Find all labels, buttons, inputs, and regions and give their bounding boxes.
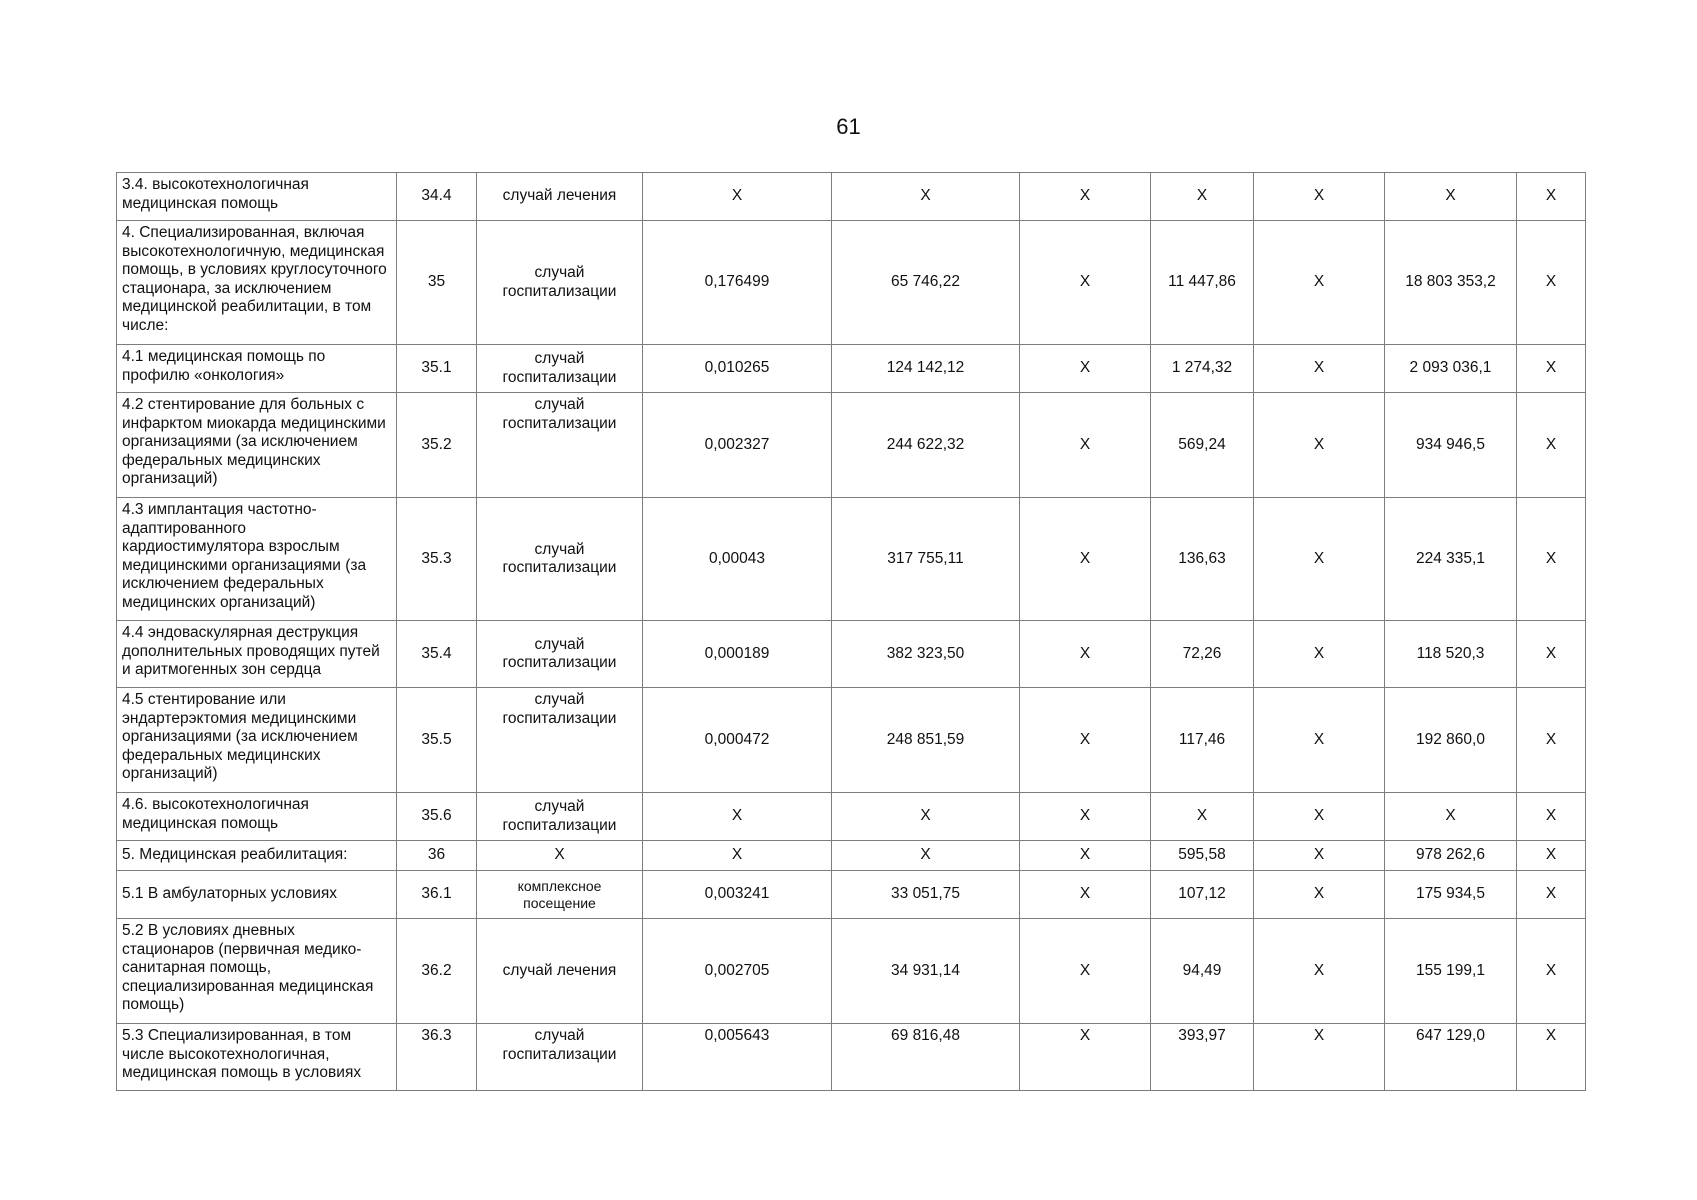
row-value-2: 124 142,12 <box>832 345 1020 393</box>
row-value-2: 65 746,22 <box>832 221 1020 345</box>
row-code: 35.6 <box>397 793 477 841</box>
row-value-6: 18 803 353,2 <box>1385 221 1517 345</box>
row-value-4: 72,26 <box>1151 621 1254 688</box>
row-value-3: X <box>1020 871 1151 919</box>
row-value-1: 0,003241 <box>643 871 832 919</box>
row-value-7: X <box>1517 221 1586 345</box>
row-value-6: 224 335,1 <box>1385 498 1517 621</box>
row-value-1: 0,002327 <box>643 393 832 498</box>
row-name: 4.2 стентирование для больных с инфарктом миокарда медицинскими организациями (за исключением федеральных медицинских организаций) <box>117 393 397 498</box>
row-value-4: 11 447,86 <box>1151 221 1254 345</box>
row-name: 3.4. высокотехнологичная медицинская помощь <box>117 173 397 221</box>
row-value-1: 0,00043 <box>643 498 832 621</box>
row-value-5: X <box>1254 173 1385 221</box>
row-code: 35.1 <box>397 345 477 393</box>
row-unit: случай госпитализации <box>477 688 643 793</box>
row-code: 36 <box>397 841 477 871</box>
table-row <box>117 1024 1586 1091</box>
row-unit: случай госпитализации <box>477 498 643 621</box>
row-value-2: 244 622,32 <box>832 393 1020 498</box>
row-name: 4.1 медицинская помощь по профилю «онкология» <box>117 345 397 393</box>
row-name: 4.6. высокотехнологичная медицинская помощь <box>117 793 397 841</box>
row-value-3: X <box>1020 688 1151 793</box>
row-value-7: X <box>1517 841 1586 871</box>
row-name: 5.1 В амбулаторных условиях <box>117 871 397 919</box>
table-row <box>117 345 1586 393</box>
row-value-4: X <box>1151 793 1254 841</box>
row-value-7: X <box>1517 919 1586 1024</box>
row-value-5: X <box>1254 498 1385 621</box>
row-value-1: 0,002705 <box>643 919 832 1024</box>
row-unit: случай лечения <box>477 173 643 221</box>
row-name: 4.3 имплантация частотно-адаптированного кардиостимулятора взрослым медицинскими организациями (за исключением федеральных медицинских организаций) <box>117 498 397 621</box>
row-value-2: 34 931,14 <box>832 919 1020 1024</box>
row-name: 4.4 эндоваскулярная деструкция дополнительных проводящих путей и аритмогенных зон сердца <box>117 621 397 688</box>
row-value-6: 175 934,5 <box>1385 871 1517 919</box>
row-value-3: X <box>1020 841 1151 871</box>
row-value-4: 1 274,32 <box>1151 345 1254 393</box>
row-unit: случай лечения <box>477 919 643 1024</box>
row-value-2: X <box>832 841 1020 871</box>
row-value-4: X <box>1151 173 1254 221</box>
row-value-6: 934 946,5 <box>1385 393 1517 498</box>
row-value-2: 33 051,75 <box>832 871 1020 919</box>
row-value-5: X <box>1254 1024 1385 1091</box>
row-value-4: 393,97 <box>1151 1024 1254 1091</box>
row-value-1: X <box>643 173 832 221</box>
row-value-3: X <box>1020 173 1151 221</box>
row-code: 35.3 <box>397 498 477 621</box>
row-value-6: 192 860,0 <box>1385 688 1517 793</box>
row-value-2: 69 816,48 <box>832 1024 1020 1091</box>
row-name: 5.3 Специализированная, в том числе высокотехнологичная, медицинская помощь в условиях <box>117 1024 397 1091</box>
row-value-3: X <box>1020 221 1151 345</box>
row-value-7: X <box>1517 393 1586 498</box>
row-code: 36.3 <box>397 1024 477 1091</box>
row-value-7: X <box>1517 1024 1586 1091</box>
row-value-4: 107,12 <box>1151 871 1254 919</box>
row-value-2: 382 323,50 <box>832 621 1020 688</box>
row-code: 36.2 <box>397 919 477 1024</box>
row-value-7: X <box>1517 173 1586 221</box>
row-value-6: 2 093 036,1 <box>1385 345 1517 393</box>
row-value-7: X <box>1517 871 1586 919</box>
row-value-4: 94,49 <box>1151 919 1254 1024</box>
table-row <box>117 393 1586 498</box>
row-value-7: X <box>1517 688 1586 793</box>
row-unit: X <box>477 841 643 871</box>
row-value-1: X <box>643 793 832 841</box>
page-number: 61 <box>836 114 861 139</box>
row-value-3: X <box>1020 621 1151 688</box>
row-value-4: 136,63 <box>1151 498 1254 621</box>
row-code: 36.1 <box>397 871 477 919</box>
row-unit: случай госпитализации <box>477 793 643 841</box>
row-value-1: 0,000472 <box>643 688 832 793</box>
table-row <box>117 841 1586 871</box>
table-row <box>117 621 1586 688</box>
row-value-3: X <box>1020 919 1151 1024</box>
row-unit: комплексное посещение <box>477 871 643 919</box>
row-name: 5. Медицинская реабилитация: <box>117 841 397 871</box>
row-value-7: X <box>1517 793 1586 841</box>
table-row <box>117 871 1586 919</box>
row-value-3: X <box>1020 393 1151 498</box>
row-value-2: 248 851,59 <box>832 688 1020 793</box>
row-unit: случай госпитализации <box>477 393 643 498</box>
row-code: 35 <box>397 221 477 345</box>
row-value-1: X <box>643 841 832 871</box>
row-name: 5.2 В условиях дневных стационаров (первичная медико-санитарная помощь, специализированная медицинская помощь) <box>117 919 397 1024</box>
row-unit: случай госпитализации <box>477 621 643 688</box>
row-name: 4. Специализированная, включая высокотехнологичную, медицинская помощь, в условиях круглосуточного стационара, за исключением медицинской реабилитации, в том числе: <box>117 221 397 345</box>
table-row <box>117 919 1586 1024</box>
row-value-5: X <box>1254 871 1385 919</box>
medical-care-table <box>116 172 1586 1091</box>
row-value-2: 317 755,11 <box>832 498 1020 621</box>
row-value-5: X <box>1254 688 1385 793</box>
row-value-3: X <box>1020 793 1151 841</box>
row-code: 35.4 <box>397 621 477 688</box>
row-value-6: 647 129,0 <box>1385 1024 1517 1091</box>
row-value-5: X <box>1254 221 1385 345</box>
row-value-4: 117,46 <box>1151 688 1254 793</box>
row-value-5: X <box>1254 345 1385 393</box>
row-value-6: 118 520,3 <box>1385 621 1517 688</box>
row-value-1: 0,176499 <box>643 221 832 345</box>
row-value-2: X <box>832 793 1020 841</box>
row-value-6: X <box>1385 173 1517 221</box>
table-row <box>117 498 1586 621</box>
row-value-5: X <box>1254 841 1385 871</box>
row-value-1: 0,010265 <box>643 345 832 393</box>
row-value-4: 569,24 <box>1151 393 1254 498</box>
row-value-3: X <box>1020 1024 1151 1091</box>
row-value-7: X <box>1517 621 1586 688</box>
row-unit: случай госпитализации <box>477 345 643 393</box>
row-value-2: X <box>832 173 1020 221</box>
row-code: 34.4 <box>397 173 477 221</box>
row-value-1: 0,000189 <box>643 621 832 688</box>
row-code: 35.2 <box>397 393 477 498</box>
row-name: 4.5 стентирование или эндартерэктомия медицинскими организациями (за исключением федеральных медицинских организаций) <box>117 688 397 793</box>
row-code: 35.5 <box>397 688 477 793</box>
row-value-5: X <box>1254 919 1385 1024</box>
table-row <box>117 221 1586 345</box>
row-value-5: X <box>1254 393 1385 498</box>
row-unit: случай госпитализации <box>477 221 643 345</box>
row-value-4: 595,58 <box>1151 841 1254 871</box>
row-value-6: 978 262,6 <box>1385 841 1517 871</box>
row-value-7: X <box>1517 345 1586 393</box>
row-value-6: X <box>1385 793 1517 841</box>
table-row <box>117 688 1586 793</box>
row-value-7: X <box>1517 498 1586 621</box>
row-value-1: 0,005643 <box>643 1024 832 1091</box>
table-row <box>117 173 1586 221</box>
row-value-6: 155 199,1 <box>1385 919 1517 1024</box>
row-value-3: X <box>1020 345 1151 393</box>
row-unit: случай госпитализации <box>477 1024 643 1091</box>
row-value-5: X <box>1254 793 1385 841</box>
row-value-5: X <box>1254 621 1385 688</box>
row-value-3: X <box>1020 498 1151 621</box>
table-row <box>117 793 1586 841</box>
